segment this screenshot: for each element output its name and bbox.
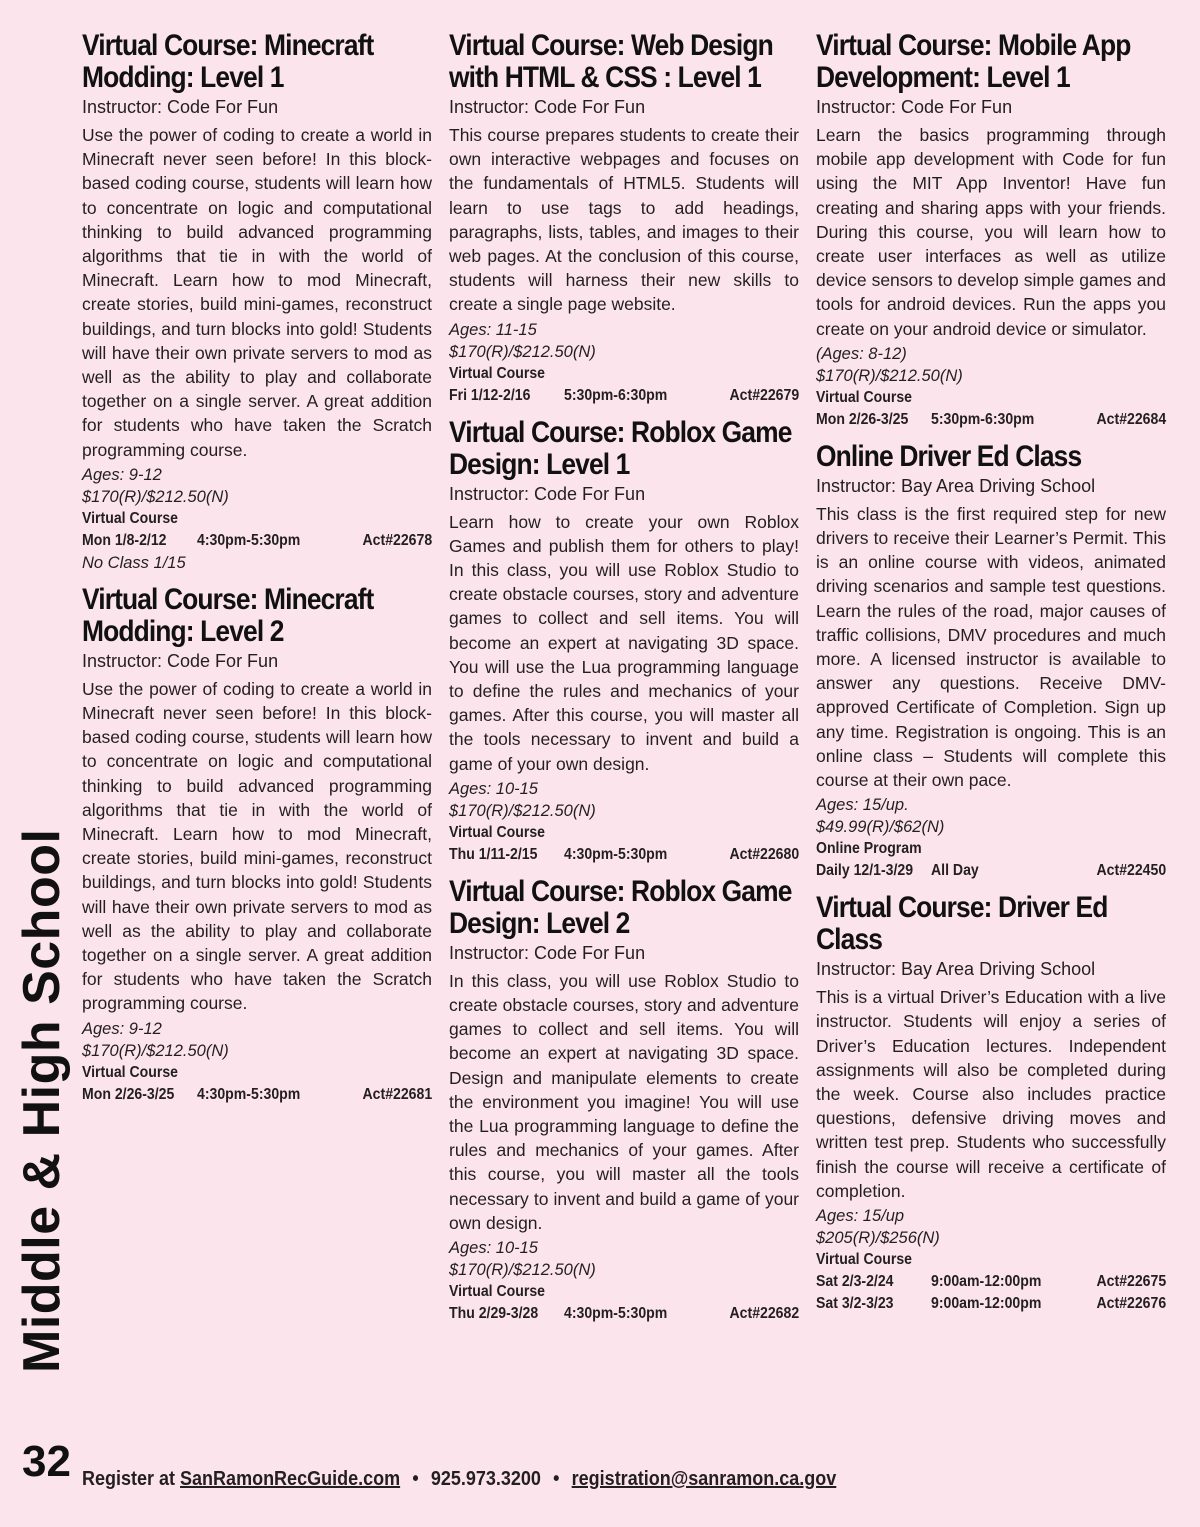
session-days: Mon 2/26-3/25 — [816, 410, 909, 428]
activity-number: Act#22681 — [362, 1085, 432, 1103]
course-listing — [449, 876, 799, 1325]
activity-number: Act#22675 — [1096, 1273, 1166, 1291]
course-ages: Ages: 10-15 — [449, 779, 538, 798]
session-days: Fri 1/12-2/16 — [449, 386, 531, 404]
course-instructor: Instructor: Bay Area Driving School — [816, 959, 1096, 980]
course-title: Virtual Course: Mobile App Development: Level 1 — [816, 29, 1131, 94]
activity-number: Act#22682 — [729, 1305, 799, 1323]
session-days: Thu 1/11-2/15 — [449, 845, 538, 863]
page-number: 32 — [22, 1437, 71, 1486]
session-row — [816, 409, 1166, 431]
course-description: This course prepares students to create their own interactive webpages and focuses on the fundamentals of HTML5. Students will learn to use tags to add headings, paragraphs, lists, tables, and images to their web pages. At the conclusion of this course, students will harness their new skills to create a single page website. — [449, 125, 799, 315]
course-instructor: Instructor: Code For Fun — [82, 97, 279, 117]
session-time: 9:00am-12:00pm — [931, 1273, 1042, 1291]
session-row — [82, 530, 432, 552]
course-ages: Ages: 11-15 — [449, 320, 537, 339]
course-title: Virtual Course: Web Design with HTML & CSS : Level 1 — [449, 29, 773, 94]
course-price: $170(R)/$212.50(N) — [449, 801, 596, 820]
session-time: 5:30pm-6:30pm — [931, 410, 1035, 428]
session-time: 5:30pm-6:30pm — [564, 386, 668, 404]
course-ages: (Ages: 8-12) — [816, 344, 907, 363]
course-instructor: Instructor: Code For Fun — [816, 97, 1013, 117]
session-row — [816, 860, 1166, 882]
session-time: 4:30pm-5:30pm — [197, 1085, 301, 1103]
course-price: $205(R)/$256(N) — [816, 1229, 940, 1248]
course-instructor: Instructor: Code For Fun — [449, 942, 646, 963]
course-title: Virtual Course: Minecraft Modding: Level 2 — [82, 582, 374, 648]
course-format: Online Program — [816, 840, 922, 858]
session-days: Mon 2/26-3/25 — [82, 1085, 175, 1103]
separator-bullet: • — [553, 1468, 560, 1490]
section-side-label: Middle & High School — [13, 828, 71, 1373]
course-title: Virtual Course: Minecraft Modding: Level 1 — [82, 29, 374, 94]
course-description: This class is the first required step for new drivers to receive their Learner’s Permit. This is an online course with videos, animated driving scenarios and sample test questions. Learn the rules of the road, major causes of traffic collisions, DMV procedures and much more. A licensed instructor is available to answer any questions. Receive DMV-approved Certificate of Completion. Sign up any time. Registration is ongoing. This is an online class – Students will complete this course at their own pace. — [816, 503, 1166, 791]
course-format: Virtual Course — [82, 1063, 178, 1081]
activity-number: Act#22450 — [1096, 862, 1166, 880]
session-days: Sat 3/2-3/23 — [816, 1295, 894, 1313]
course-listing — [449, 30, 799, 407]
session-time: 4:30pm-5:30pm — [197, 531, 301, 549]
course-listing — [816, 892, 1166, 1315]
course-title: Virtual Course: Roblox Game Design: Level 2 — [449, 874, 792, 940]
course-title: Virtual Course: Roblox Game Design: Level 1 — [449, 415, 792, 481]
session-row — [449, 844, 799, 866]
session-row — [816, 1293, 1166, 1315]
session-time: 4:30pm-5:30pm — [564, 845, 668, 863]
session-time: 9:00am-12:00pm — [931, 1295, 1042, 1313]
register-label: Register at — [82, 1468, 176, 1490]
column-3 — [816, 30, 1166, 1325]
session-time: 4:30pm-5:30pm — [564, 1305, 668, 1323]
activity-number: Act#22679 — [729, 386, 799, 404]
course-price: $49.99(R)/$62(N) — [816, 818, 945, 837]
course-format: Virtual Course — [816, 388, 912, 406]
column-1 — [82, 30, 432, 1116]
activity-number: Act#22676 — [1096, 1295, 1166, 1313]
activity-number: Act#22684 — [1096, 410, 1166, 428]
session-row — [82, 1084, 432, 1106]
course-ages: Ages: 15/up. — [816, 796, 909, 815]
course-format: Virtual Course — [816, 1251, 912, 1269]
course-price: $170(R)/$212.50(N) — [449, 342, 596, 361]
course-description: This is a virtual Driver’s Education with a live instructor. Students will enjoy a series of Driver’s Education lectures. Independent assignments will also be completed during the week. Course also includes practice questions, defensive driving moves and written test prep. Students who successfully finish the course will receive a certificate of completion. — [816, 987, 1166, 1201]
course-title: Virtual Course: Driver Ed Class — [816, 891, 1108, 957]
column-2 — [449, 30, 799, 1335]
course-listing — [82, 30, 432, 574]
course-ages: Ages: 10-15 — [449, 1239, 538, 1258]
course-ages: Ages: 9-12 — [82, 465, 162, 484]
course-listing — [816, 441, 1166, 882]
course-description: Use the power of coding to create a world in Minecraft never seen before! In this block-based coding course, students will learn how to concentrate on logic and computational thinking to build advanced programming algorithms that tie in with the world of Minecraft. Learn how to mod Minecraft, create stories, build mini-games, reconstruct buildings, and turn blocks into gold! Students will have their own private servers to mod as well as the ability to play and collaborate together on a single server. A great addition for students who have taken the Scratch programming course. — [82, 678, 432, 1014]
course-price: $170(R)/$212.50(N) — [449, 1261, 596, 1280]
course-format: Virtual Course — [449, 823, 545, 841]
course-listing — [816, 30, 1166, 431]
separator-bullet: • — [412, 1468, 419, 1490]
course-instructor: Instructor: Code For Fun — [82, 650, 279, 671]
course-description: Learn the basics programming through mobile app development with Code for fun using the MIT App Inventor! Have fun creating and sharing apps with your friends. During this course, you will learn how to create user interfaces as well as utilize device sensors to develop simple games and tools for android devices. Run the apps you create on your android device or simulator. — [816, 125, 1166, 339]
course-description: Learn how to create your own Roblox Games and publish them for others to play! In this class, you will use Roblox Studio to create obstacle courses, story and adventure games to collect and sell items. You will become an expert at navigating 3D space. You will use the Lua programming language to define the rules and mechanics of your games. After this course, you will master all the tools necessary to invent and build a game of your own design. — [449, 511, 799, 774]
activity-number: Act#22680 — [729, 845, 799, 863]
registration-footer — [82, 1464, 836, 1494]
course-instructor: Instructor: Code For Fun — [449, 483, 646, 504]
course-format: Virtual Course — [449, 1283, 545, 1301]
course-format: Virtual Course — [449, 364, 545, 382]
website-link[interactable]: SanRamonRecGuide.com — [180, 1468, 401, 1490]
session-days: Thu 2/29-3/28 — [449, 1305, 539, 1323]
course-listing — [449, 417, 799, 866]
course-listing — [82, 584, 432, 1106]
course-format: Virtual Course — [82, 509, 178, 527]
course-instructor: Instructor: Code For Fun — [449, 97, 646, 117]
session-time: All Day — [931, 862, 980, 880]
phone-number: 925.973.3200 — [430, 1468, 541, 1490]
course-instructor: Instructor: Bay Area Driving School — [816, 475, 1096, 496]
session-days: Mon 1/8-2/12 — [82, 531, 167, 549]
course-price: $170(R)/$212.50(N) — [82, 1041, 229, 1060]
course-title: Online Driver Ed Class — [816, 439, 1082, 473]
session-row — [449, 1303, 799, 1325]
course-ages: Ages: 15/up — [816, 1207, 905, 1226]
course-description: In this class, you will use Roblox Studio to create obstacle courses, story and adventure games to collect and sell items. You will become an expert at navigating 3D space. Design and manipulate elements to create the environment you imagine! You will use the Lua programming language to define the rules and mechanics of your games. After this course, you will master all the tools necessary to invent and build a game of your own design. — [449, 970, 799, 1233]
session-days: Daily 12/1-3/29 — [816, 862, 914, 880]
course-ages: Ages: 9-12 — [82, 1019, 162, 1038]
activity-number: Act#22678 — [362, 531, 432, 549]
course-note: No Class 1/15 — [82, 553, 186, 572]
email-link[interactable]: registration@sanramon.ca.gov — [571, 1468, 837, 1490]
session-days: Sat 2/3-2/24 — [816, 1273, 894, 1291]
course-price: $170(R)/$212.50(N) — [82, 487, 229, 506]
course-description: Use the power of coding to create a world in Minecraft never seen before! In this block-based coding course, students will learn how to concentrate on logic and computational thinking to build advanced programming algorithms that tie in with the world of Minecraft. Learn how to mod Minecraft, create stories, build mini-games, reconstruct buildings, and turn blocks into gold! Students will have their own private servers to mod as well as the ability to play and collaborate together on a single server. A great addition for students who have taken the Scratch programming course. — [82, 125, 432, 460]
session-row — [816, 1271, 1166, 1293]
course-price: $170(R)/$212.50(N) — [816, 366, 963, 385]
session-row — [449, 385, 799, 407]
